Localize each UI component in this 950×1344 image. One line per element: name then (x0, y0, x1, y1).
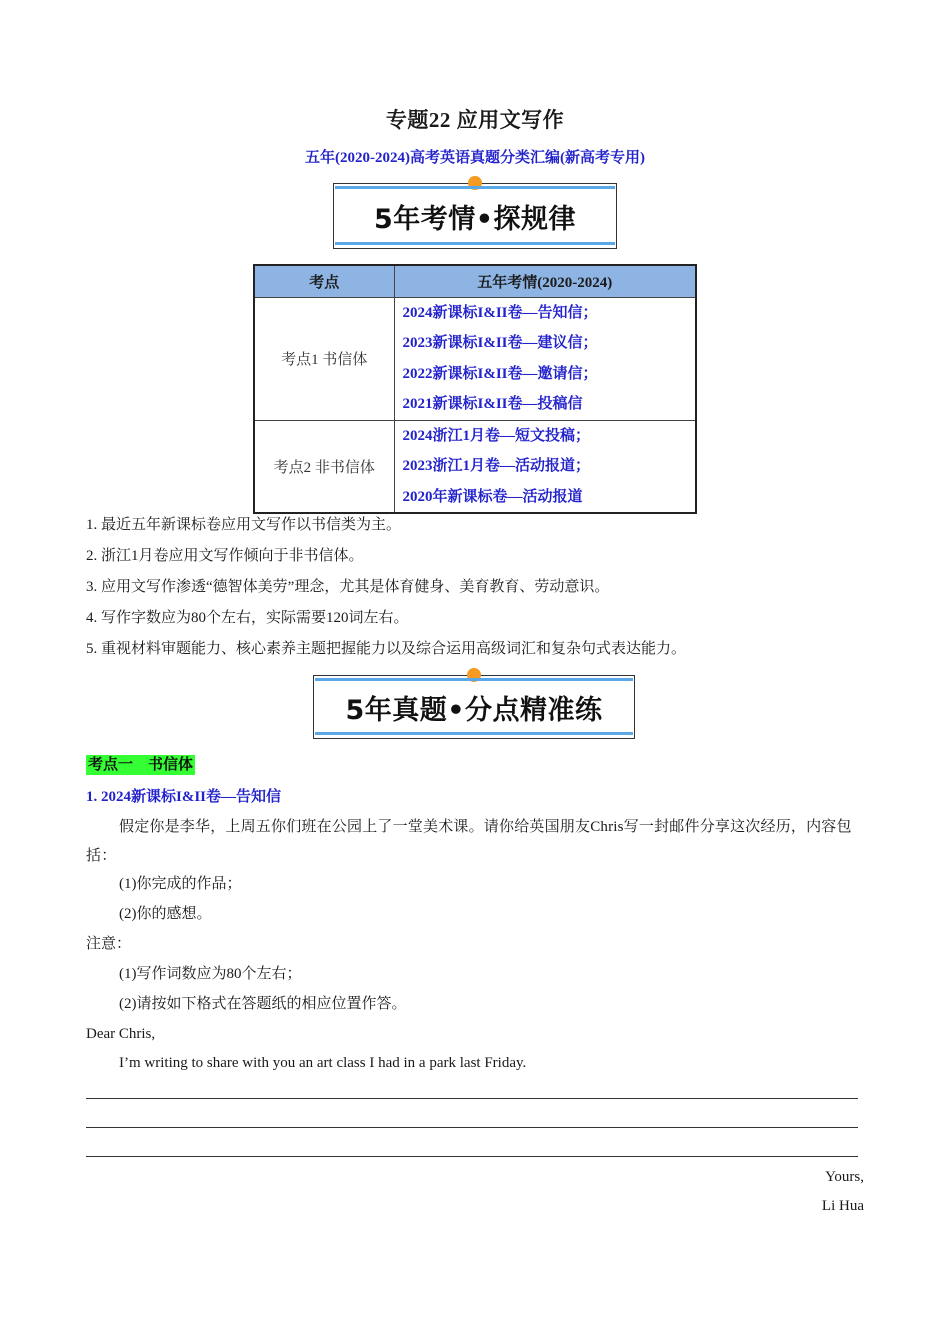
question-prompt: 假定你是李华，上周五你们班在公园上了一堂美术课。请你给英国朋友Chris写一封邮件分享这次经历，内容包括： (86, 819, 852, 864)
table-row (254, 420, 696, 513)
table-cell-topic: 考点1 书信体 (254, 297, 394, 420)
list-item: 2021新课标I&II卷—投稿信 (402, 396, 583, 412)
list-item: 2024新课标I&II卷—告知信； (402, 304, 598, 321)
banner-bottom-bar (335, 242, 615, 245)
table-cell-items (394, 420, 696, 513)
letter-opening: I’m writing to share with you an art class I had in a park last Friday. (119, 1055, 527, 1071)
note-item: 1. 最近五年新课标卷应用文写作以书信类为主。 (86, 517, 402, 533)
list-item: 2020年新课标卷—活动报道 (402, 488, 583, 505)
answer-line (86, 1127, 858, 1128)
notice-label: 注意： (86, 936, 132, 952)
list-item: 2023新课标I&II卷—建议信； (402, 335, 598, 351)
page-title: 专题22 应用文写作 (385, 108, 565, 132)
list-item: 2022新课标I&II卷—邀请信； (402, 365, 598, 382)
notice-item: (1)写作词数应为80个左右； (119, 966, 302, 982)
section-tag: 考点一 书信体 (88, 757, 194, 773)
note-item: 4. 写作字数应为80个左右，实际需要120词左右。 (86, 610, 409, 626)
notice-item: (2)请按如下格式在答题纸的相应位置作答。 (119, 996, 407, 1012)
table-cell-items (394, 297, 696, 420)
banner-text: 5年真题•分点精准练 (345, 694, 603, 726)
content-item: (1)你完成的作品； (119, 876, 242, 892)
table-header-years: 五年考情(2020-2024) (394, 265, 696, 297)
answer-line (86, 1098, 858, 1099)
letter-salutation: Dear Chris, (86, 1026, 156, 1042)
list-item: 2024浙江1月卷—短文投稿； (402, 427, 591, 444)
list-item: 2023浙江1月卷—活动报道； (402, 458, 591, 474)
table-row (254, 297, 696, 420)
note-item: 3. 应用文写作渗透“德智体美劳”理念，尤其是体育健身、美育教育、劳动意识。 (86, 579, 610, 595)
table-cell-topic: 考点2 非书信体 (254, 420, 394, 513)
table-header-topic: 考点 (254, 265, 394, 297)
page-subtitle: 五年(2020-2024)高考英语真题分类汇编(新高考专用) (305, 150, 645, 166)
note-item: 5. 重视材料审题能力、核心素养主题把握能力以及综合运用高级词汇和复杂句式表达能力。 (86, 641, 687, 657)
banner-exam-trends (333, 183, 617, 249)
table-header-row (254, 265, 696, 297)
banner-text: 5年考情•探规律 (373, 203, 577, 235)
question-title: 1. 2024新课标I&II卷—告知信 (86, 789, 282, 805)
exam-stats-table (253, 264, 697, 514)
note-item: 2. 浙江1月卷应用文写作倾向于非书信体。 (86, 548, 364, 564)
content-item: (2)你的感想。 (119, 906, 212, 922)
answer-line (86, 1156, 858, 1157)
banner-bottom-bar (315, 732, 633, 735)
letter-signature: Li Hua (821, 1198, 864, 1214)
letter-closing: Yours, (825, 1169, 864, 1185)
banner-past-exams (313, 675, 635, 739)
